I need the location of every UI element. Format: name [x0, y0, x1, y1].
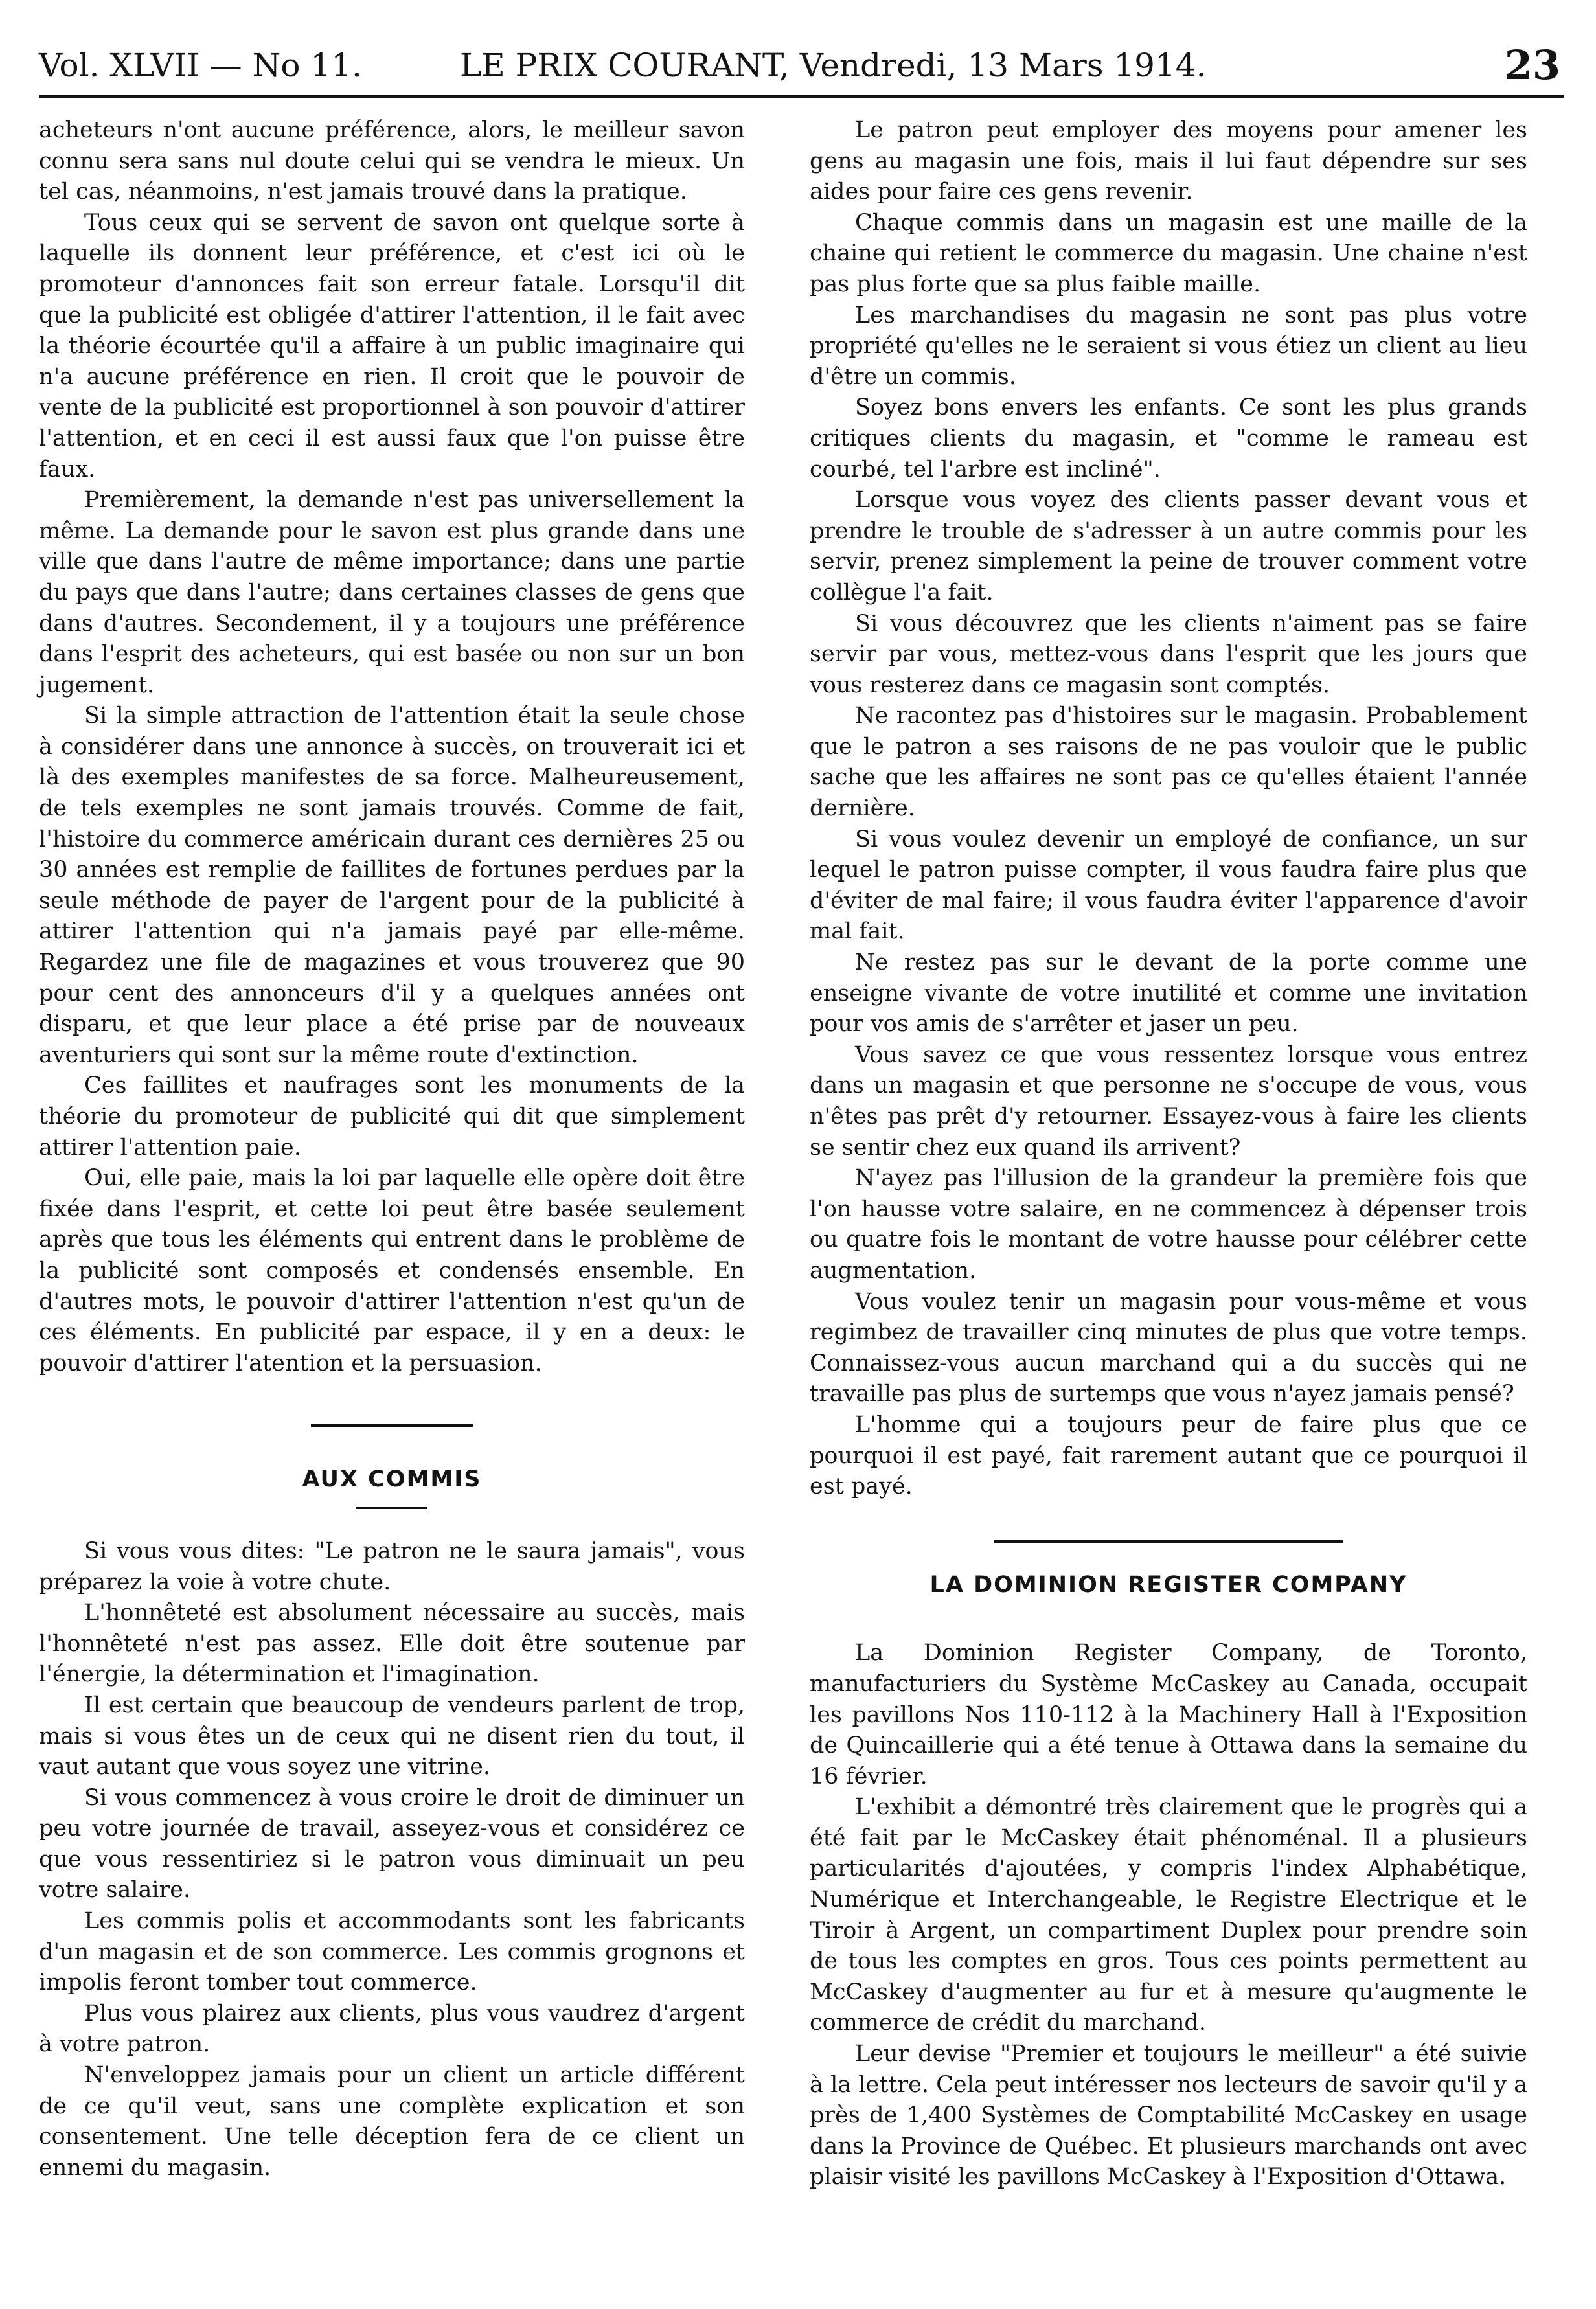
paragraph: Plus vous plairez aux clients, plus vous vaudrez d'argent à votre patron. [39, 2000, 745, 2058]
paragraph: Ne restez pas sur le devant de la porte comme une enseigne vivante de votre inutilité et comme une invitation pour vos amis de s'arrêter et jaser un peu. [810, 950, 1527, 1038]
paragraph: L'homme qui a toujours peur de faire plus que ce pourquoi il est payé, fait rarement autant que ce pourquoi il est payé. [810, 1411, 1527, 1500]
paragraph: N'enveloppez jamais pour un client un article différent de ce qu'il veut, sans une complète explication et son consentement. Une telle déception fera de ce client un ennemi du magasin. [39, 2062, 745, 2181]
paragraph: Oui, elle paie, mais la loi par laquelle elle opère doit être fixée dans l'esprit, et cette loi peut être basée seulement après que tous les éléments qui entrent dans le problème de la publicité sont composés et condensés ensemble. En d'autres mots, le pouvoir d'attirer l'attention n'est qu'un de ces éléments. En publicité par espace, il y en a deux: le pouvoir d'attirer l'atention et la persuasion. [39, 1165, 745, 1376]
page-header [39, 32, 1564, 98]
right-column [810, 115, 1527, 2193]
paragraph: Si la simple attraction de l'attention était la seule chose à considérer dans une annonce à succès, on trouverait ici et là des exemples manifestes de sa force. Malheureusement, de tels exemples ne sont jamais trouvés. Comme de fait, l'histoire du commerce américain durant ces dernières 25 ou 30 années est remplie de faillites de fortunes perdues par la seule méthode de payer de l'argent pour de la publicité à attirer l'attention qui n'a jamais payé par elle-même. Regardez une file de magazines et vous trouverez que 90 pour cent des annonceurs d'il y a quelques années ont disparu, et que leur place a été prise par de nouveaux aventuriers qui sont sur la même route d'extinction. [39, 703, 745, 1068]
paragraph: Soyez bons envers les enfants. Ce sont les plus grands critiques clients du magasin, et "comme le rameau est courbé, tel l'arbre est incliné". [810, 394, 1527, 483]
left-column [39, 115, 745, 2183]
paragraph: N'ayez pas l'illusion de la grandeur la première fois que l'on hausse votre salaire, en ne commencez à dépenser trois ou quatre fois le montant de votre hausse pour célébrer cette augmentation. [810, 1165, 1527, 1284]
paragraph: Premièrement, la demande n'est pas universellement la même. La demande pour le savon est plus grande dans une ville que dans l'autre de même importance; dans une partie du pays que dans l'autre; dans certaines classes de gens que dans d'autres. Secondement, il y a toujours une préférence dans l'esprit des acheteurs, qui est basée ou non sur un bon jugement. [39, 487, 745, 698]
paragraph: L'exhibit a démontré très clairement que le progrès qui a été fait par le McCaskey était phénoménal. Il a plusieurs particularités d'ajoutées, y compris l'index Alphabétique, Numérique et Interchangeable, le Registre Electrique et le Tiroir à Argent, un compartiment Duplex pour prendre soin de tous les comptes en gros. Tous ces points permettent au McCaskey d'augmenter au fur et à mesure qu'augmente le commerce de crédit du marchand. [810, 1794, 1527, 2036]
newspaper-title-date: LE PRIX COURANT, Vendredi, 13 Mars 1914. [460, 47, 1207, 84]
paragraph: Si vous commencez à vous croire le droit de diminuer un peu votre journée de travail, asseyez-vous et considérez ce que vous ressentiriez si le patron vous diminuait un peu votre salaire. [39, 1784, 745, 1904]
paragraph: Les commis polis et accommodants sont les fabricants d'un magasin et de son commerce. Les commis grognons et impolis feront tomber tout commerce. [39, 1908, 745, 1996]
paragraph: Le patron peut employer des moyens pour amener les gens au magasin une fois, mais il lui faut dépendre sur ses aides pour faire ces gens revenir. [810, 117, 1527, 205]
paragraph: Les marchandises du magasin ne sont pas plus votre propriété qu'elles ne le seraient si vous étiez un client au lieu d'être un commis. [810, 302, 1527, 390]
section-title-dominion-register: LA DOMINION REGISTER COMPANY [929, 1571, 1408, 1598]
paragraph: Si vous voulez devenir un employé de confiance, un sur lequel le patron puisse compter, il vous faudra faire plus que d'éviter de mal faire; il vous faudra éviter l'apparence d'avoir mal fait. [810, 826, 1527, 945]
paragraph: L'honnêteté est absolument nécessaire au succès, mais l'honnêteté n'est pas assez. Elle doit être soutenue par l'énergie, la détermination et l'imagination. [39, 1600, 745, 1688]
paragraph: Il est certain que beaucoup de vendeurs parlent de trop, mais si vous êtes un de ceux qui ne disent rien du tout, il vaut autant que vous soyez une vitrine. [39, 1692, 745, 1780]
paragraph: Chaque commis dans un magasin est une maille de la chaine qui retient le commerce du magasin. Une chaine n'est pas plus forte que sa plus faible maille. [810, 209, 1527, 297]
paragraph: Si vous découvrez que les clients n'aiment pas se faire servir par vous, mettez-vous dans l'esprit que les jours que vous resterez dans ce magasin sont comptés. [810, 610, 1527, 698]
paragraph: Lorsque vous voyez des clients passer devant vous et prendre le trouble de s'adresser à un autre commis pour les servir, prenez simplement la peine de trouver comment votre collègue l'a fait. [810, 487, 1527, 606]
paragraph: Ces faillites et naufrages sont les monuments de la théorie du promoteur de publicité qui dit que simplement attirer l'attention paie. [39, 1073, 745, 1161]
paragraph: Ne racontez pas d'histoires sur le magasin. Probablement que le patron a ses raisons de ne pas vouloir que le public sache que les affaires ne sont pas ce qu'elles étaient l'année dernière. [810, 703, 1527, 822]
paragraph: Si vous vous dites: "Le patron ne le saura jamais", vous préparez la voie à votre chute. [39, 1538, 745, 1595]
page-number: 23 [1504, 41, 1560, 89]
paragraph: Tous ceux qui se servent de savon ont quelque sorte à laquelle ils donnent leur préférence, et c'est ici où le promoteur d'annonces fait son erreur fatale. Lorsqu'il dit que la publicité est obligée d'attirer l'attention, il le fait avec la théorie écourtée qu'il a affaire à un public imaginaire qui n'a aucune préférence en rien. Il croit que le pouvoir de vente de la publicité est proportionnel à son pouvoir d'attirer l'attention, et en ceci il est aussi faux que l'on puisse être faux. [39, 209, 745, 483]
paragraph: La Dominion Register Company, de Toronto, manufacturiers du Système McCaskey au Canada, occupait les pavillons Nos 110-112 à la Machinery Hall à l'Exposition de Quincaillerie qui a été tenue à Ottawa dans la semaine du 16 février. [810, 1640, 1527, 1790]
paragraph: Leur devise "Premier et toujours le meilleur" a été suivie à la lettre. Cela peut intéresser nos lecteurs de savoir qu'il y a près de 1,400 Systèmes de Comptabilité McCaskey en usage dans la Province de Québec. Et plusieurs marchands ont avec plaisir visité les pavillons McCaskey à l'Exposition d'Ottawa. [810, 2041, 1527, 2190]
paragraph: acheteurs n'ont aucune préférence, alors, le meilleur savon connu sera sans nul doute celui qui se vendra le mieux. Un tel cas, néanmoins, n'est jamais trouvé dans la pratique. [39, 117, 745, 205]
paragraph: Vous voulez tenir un magasin pour vous-même et vous regimbez de travailler cinq minutes de plus que votre temps. Connaissez-vous aucun marchand qui a du succès qui ne travaille pas plus de surtemps que vous n'ayez jamais pensé? [810, 1288, 1527, 1407]
volume-number: Vol. XLVII — No 11. [39, 47, 362, 84]
section-title-aux-commis: AUX COMMIS [302, 1466, 482, 1493]
paragraph: Vous savez ce que vous ressentez lorsque vous entrez dans un magasin et que personne ne s'occupe de vous, vous n'êtes pas prêt d'y retourner. Essayez-vous à faire les clients se sentir chez eux quand ils arrivent? [810, 1041, 1527, 1161]
